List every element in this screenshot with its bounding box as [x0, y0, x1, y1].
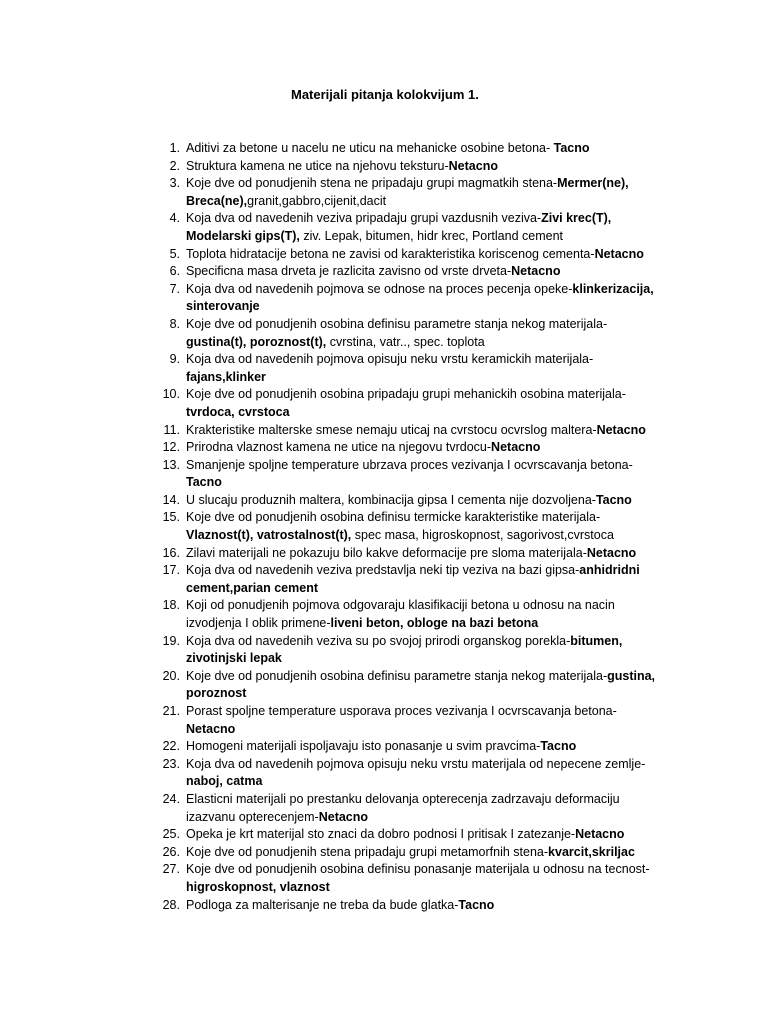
- question-line: [186, 861, 698, 879]
- answer-text: Netacno: [318, 809, 369, 824]
- question-item: [0, 738, 768, 756]
- question-item: [0, 509, 768, 544]
- question-number: 4.: [169, 211, 180, 226]
- question-text: Podloga za malterisanje ne treba da bude glatka-: [186, 897, 459, 912]
- question-text: granit,gabbro,cijenit,dacit: [247, 193, 387, 208]
- question-line: [186, 826, 698, 844]
- question-number: 21.: [162, 704, 180, 718]
- question-number: 26.: [162, 844, 180, 859]
- question-line: [186, 685, 698, 703]
- question-text: Toplota hidratacije betona ne zavisi od karakteristika koriscenog cementa-: [186, 246, 595, 261]
- answer-text: poroznost: [186, 686, 247, 701]
- question-item: [0, 246, 768, 264]
- question-item: [0, 175, 768, 210]
- answer-text: zivotinjski lepak: [186, 651, 282, 666]
- answer-text: cement,parian cement: [186, 580, 318, 595]
- question-text: Porast spoljne temperature usporava proces vezivanja I ocvrscavanja betona-: [186, 704, 617, 718]
- answer-text: bitumen,: [570, 633, 623, 648]
- answer-text: anhidridni: [579, 563, 640, 578]
- question-number: 5.: [169, 246, 180, 261]
- answer-text: Tacno: [553, 141, 590, 155]
- question-line: [186, 756, 698, 774]
- question-number: 16.: [162, 545, 180, 560]
- question-item: [0, 897, 768, 915]
- answer-text: Netacno: [448, 158, 498, 173]
- question-number: 11.: [163, 422, 180, 437]
- answer-text: liveni beton, obloge na bazi betona: [330, 616, 539, 631]
- question-line: [186, 527, 698, 545]
- question-line: [186, 369, 698, 387]
- question-line: [186, 246, 698, 264]
- question-number: 13.: [162, 457, 180, 472]
- question-text: Koje dve od ponudjenih osobina pripadaju grupi mehanickih osobina materijala-: [186, 387, 626, 402]
- question-number: 15.: [162, 510, 180, 525]
- question-item: [0, 562, 768, 597]
- question-line: [186, 615, 698, 633]
- question-line: [186, 158, 698, 176]
- question-number: 7.: [169, 281, 180, 296]
- question-text: Prirodna vlaznost kamena ne utice na njegovu tvrdocu-: [186, 440, 492, 455]
- question-line: [186, 897, 698, 915]
- answer-text: gustina,: [607, 668, 656, 683]
- question-line: [186, 457, 698, 475]
- answer-text: Netacno: [491, 440, 541, 455]
- question-item: [0, 386, 768, 421]
- answer-text: tvrdoca, cvrstoca: [186, 404, 290, 419]
- question-line: [186, 562, 698, 580]
- question-item: [0, 826, 768, 844]
- question-line: [186, 703, 698, 721]
- question-number: 6.: [169, 264, 180, 279]
- question-line: [186, 298, 698, 316]
- question-item: [0, 844, 768, 862]
- question-item: [0, 281, 768, 316]
- question-number: 20.: [162, 668, 180, 683]
- answer-text: kvarcit,skriljac: [548, 844, 635, 859]
- answer-text: Modelarski gips(T),: [186, 228, 300, 243]
- question-text: Smanjenje spoljne temperature ubrzava proces vezivanja I ocvrscavanja betona-: [186, 457, 633, 472]
- question-item: [0, 703, 768, 738]
- question-number: 27.: [162, 862, 180, 877]
- question-line: [186, 281, 698, 299]
- answer-text: Netacno: [586, 545, 637, 560]
- question-line: [186, 193, 698, 211]
- question-number: 1.: [169, 141, 180, 155]
- question-text: Krakteristike malterske smese nemaju uticaj na cvrstocu ocvrslog maltera-: [186, 422, 597, 437]
- question-text: Koja dva od navedenih veziva pripadaju grupi vazdusnih veziva-: [186, 211, 542, 226]
- answer-text: gustina(t), poroznost(t),: [186, 334, 327, 349]
- question-line: [186, 879, 698, 897]
- question-line: [186, 175, 698, 193]
- question-number: 9.: [169, 352, 180, 367]
- question-line: [186, 773, 698, 791]
- question-item: [0, 422, 768, 440]
- question-text: Koje dve od ponudjenih osobina definisu parametre stanja nekog materijala-: [186, 316, 608, 331]
- question-line: [186, 791, 698, 809]
- answer-text: Tacno: [458, 897, 495, 912]
- question-text: U slucaju produznih maltera, kombinacija gipsa I cementa nije dozvoljena-: [186, 492, 596, 507]
- question-line: [186, 509, 698, 527]
- answer-text: Zivi krec(T),: [541, 211, 612, 226]
- question-number: 24.: [162, 791, 180, 806]
- question-number: 19.: [162, 633, 180, 648]
- question-item: [0, 457, 768, 492]
- question-item: [0, 861, 768, 896]
- answer-text: naboj, catma: [186, 774, 263, 789]
- question-line: [186, 668, 698, 686]
- question-item: [0, 668, 768, 703]
- question-line: [186, 545, 698, 563]
- answer-text: higroskopnost, vlaznost: [186, 879, 330, 894]
- question-text: Elasticni materijali po prestanku delovanja opterecenja zadrzavaju deformaciju: [186, 791, 620, 806]
- question-text: Aditivi za betone u nacelu ne uticu na mehanicke osobine betona-: [186, 141, 554, 155]
- question-number: 17.: [162, 563, 180, 578]
- question-number: 12.: [162, 440, 180, 455]
- question-text: izazvanu opterecenjem-: [186, 809, 319, 824]
- answer-text: Tacno: [595, 492, 632, 507]
- question-line: [186, 492, 698, 510]
- question-text: Koja dva od navedenih pojmova opisuju neku vrstu materijala od nepecene zemlje-: [186, 756, 646, 771]
- answer-text: klinkerizacija,: [572, 281, 654, 296]
- question-text: Homogeni materijali ispoljavaju isto ponasanje u svim pravcima-: [186, 739, 541, 754]
- document-title: Materijali pitanja kolokvijum 1.: [291, 87, 479, 102]
- question-number: 28.: [162, 897, 180, 912]
- question-text: Koje dve od ponudjenih osobina definisu parametre stanja nekog materijala-: [186, 668, 608, 683]
- questions-list: [0, 140, 768, 914]
- question-item: [0, 439, 768, 457]
- question-text: ziv. Lepak, bitumen, hidr krec, Portland cement: [299, 228, 563, 243]
- answer-text: Breca(ne),: [186, 193, 248, 208]
- question-text: Koja dva od navedenih veziva predstavlja neki tip veziva na bazi gipsa-: [186, 563, 580, 578]
- answer-text: Netacno: [575, 827, 625, 842]
- answer-text: Netacno: [186, 721, 236, 736]
- answer-text: Netacno: [596, 422, 646, 437]
- question-line: [186, 210, 698, 228]
- question-text: Koja dva od navedenih pojmova se odnose na proces pecenja opeke-: [186, 281, 573, 296]
- question-line: [186, 844, 698, 862]
- question-text: Koje dve od ponudjenih osobina definisu termicke karakteristike materijala-: [186, 510, 601, 525]
- question-text: Specificna masa drveta je razlicita zavisno od vrste drveta-: [186, 264, 512, 279]
- question-text: Koji od ponudjenih pojmova odgovaraju klasifikaciji betona u odnosu na nacin: [186, 598, 615, 613]
- question-line: [186, 140, 698, 158]
- answer-text: Mermer(ne),: [557, 176, 629, 191]
- question-number: 8.: [169, 316, 180, 331]
- question-line: [186, 650, 698, 668]
- question-line: [186, 404, 698, 422]
- question-text: Koje dve od ponudjenih osobina definisu ponasanje materijala u odnosu na tecnost-: [186, 862, 650, 877]
- answer-text: fajans,klinker: [186, 369, 266, 384]
- question-text: Zilavi materijali ne pokazuju bilo kakve deformacije pre sloma materijala-: [186, 545, 587, 560]
- question-number: 2.: [169, 158, 180, 173]
- answer-text: Netacno: [511, 264, 561, 279]
- question-line: [186, 721, 698, 739]
- question-item: [0, 545, 768, 563]
- question-item: [0, 140, 768, 158]
- question-text: Opeka je krt materijal sto znaci da dobro podnosi I pritisak I zatezanje-: [186, 827, 576, 842]
- question-text: cvrstina, vatr.., spec. toplota: [326, 334, 485, 349]
- question-text: Koje dve od ponudjenih stena pripadaju grupi metamorfnih stena-: [186, 844, 549, 859]
- question-line: [186, 316, 698, 334]
- answer-text: Vlaznost(t), vatrostalnost(t),: [186, 528, 352, 543]
- question-text: Koja dva od navedenih pojmova opisuju neku vrstu keramickih materijala-: [186, 352, 594, 367]
- answer-text: sinterovanje: [186, 299, 260, 314]
- question-line: [186, 439, 698, 457]
- question-item: [0, 597, 768, 632]
- question-line: [186, 263, 698, 281]
- question-number: 22.: [162, 739, 180, 754]
- question-line: [186, 228, 698, 246]
- question-item: [0, 316, 768, 351]
- question-line: [186, 474, 698, 492]
- question-item: [0, 633, 768, 668]
- question-item: [0, 492, 768, 510]
- question-number: 10.: [162, 387, 180, 402]
- question-line: [186, 633, 698, 651]
- answer-text: Tacno: [540, 739, 577, 754]
- question-text: Koja dva od navedenih veziva su po svojoj prirodi organskog porekla-: [186, 633, 571, 648]
- question-number: 25.: [162, 827, 180, 842]
- question-item: [0, 158, 768, 176]
- question-line: [186, 386, 698, 404]
- question-text: Struktura kamena ne utice na njehovu teksturu-: [186, 158, 449, 173]
- question-item: [0, 351, 768, 386]
- question-text: spec masa, higroskopnost, sagorivost,cvrstoca: [351, 528, 614, 543]
- question-number: 14.: [162, 492, 180, 507]
- question-line: [186, 580, 698, 598]
- answer-text: Tacno: [186, 475, 222, 490]
- question-item: [0, 210, 768, 245]
- question-item: [0, 263, 768, 281]
- question-line: [186, 597, 698, 615]
- question-text: Koje dve od ponudjenih stena ne pripadaju grupi magmatkih stena-: [186, 176, 558, 191]
- question-number: 23.: [162, 756, 180, 771]
- answer-text: Netacno: [594, 246, 644, 261]
- question-line: [186, 351, 698, 369]
- question-line: [186, 738, 698, 756]
- question-line: [186, 334, 698, 352]
- question-number: 18.: [162, 598, 180, 613]
- question-line: [186, 422, 698, 440]
- question-text: izvodjenja I oblik primene-: [186, 616, 331, 631]
- question-number: 3.: [169, 176, 180, 191]
- question-item: [0, 756, 768, 791]
- question-line: [186, 809, 698, 827]
- question-item: [0, 791, 768, 826]
